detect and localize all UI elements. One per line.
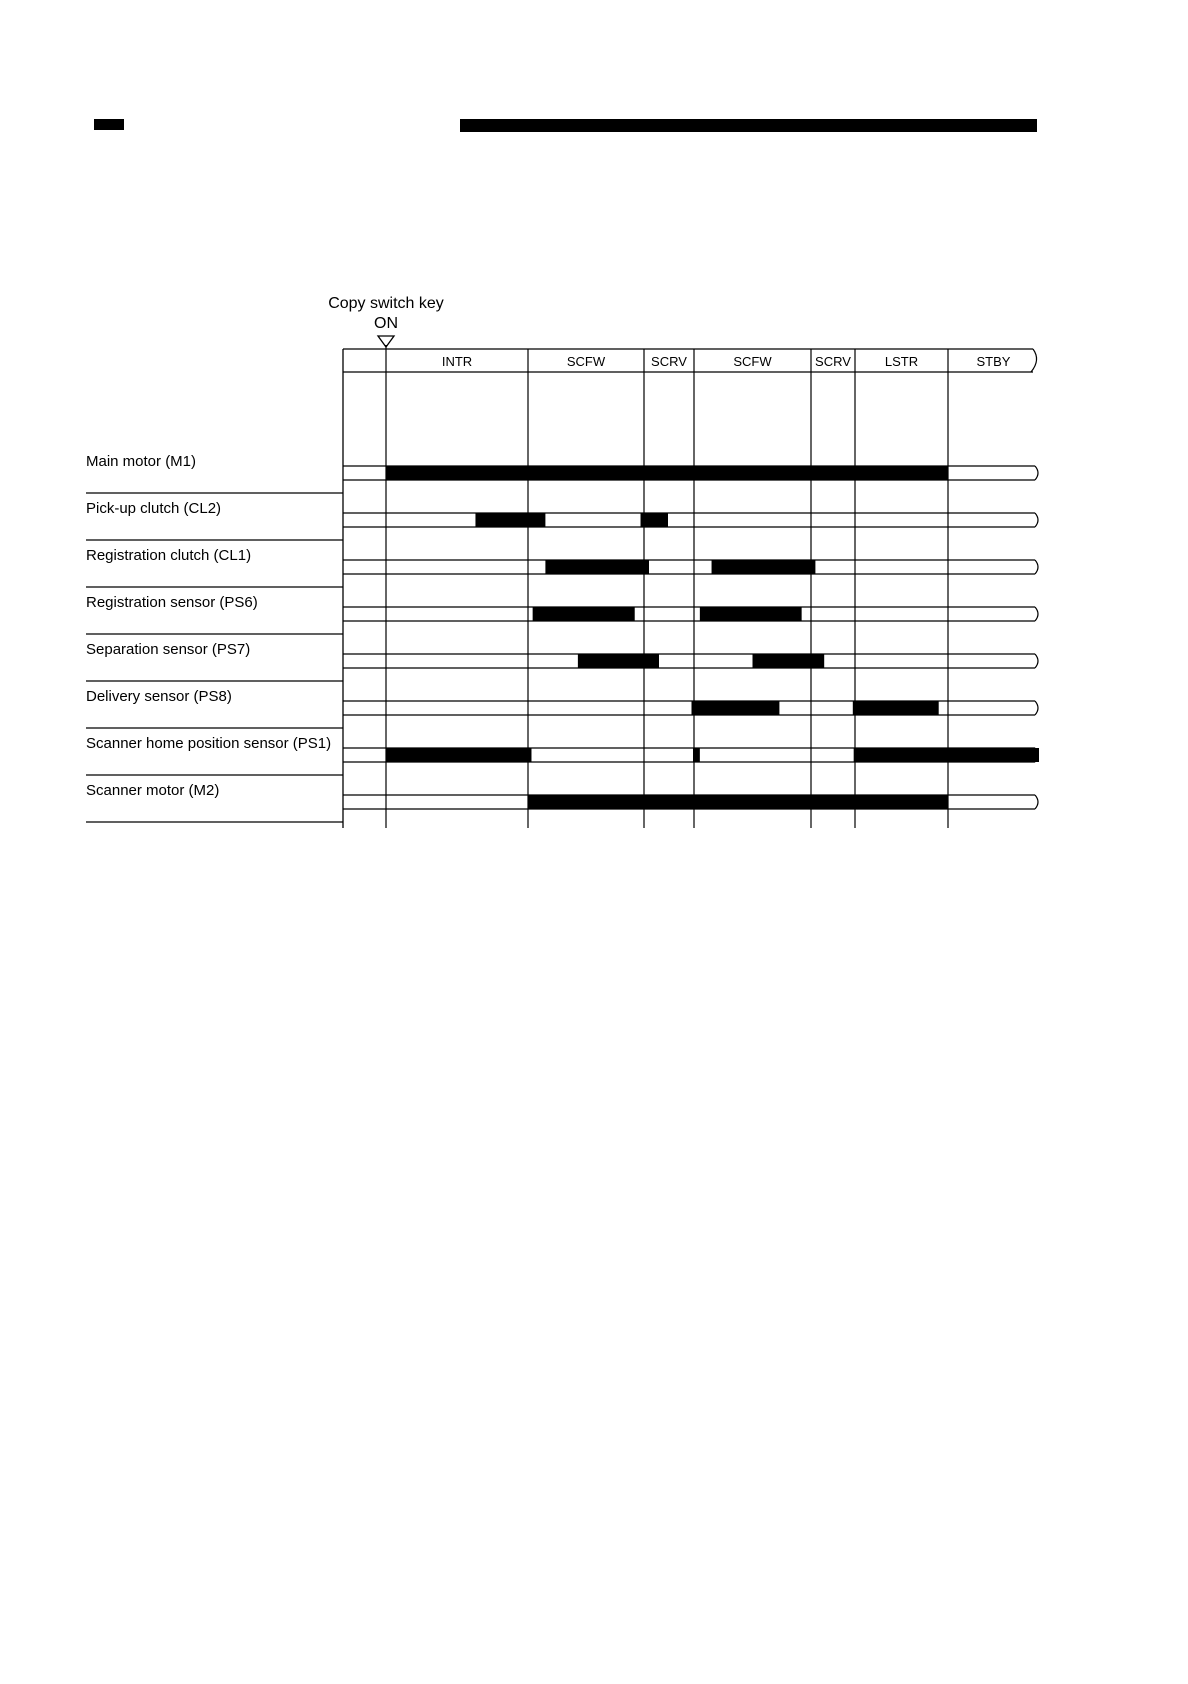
signal-row [86, 688, 1038, 728]
signal-rows [86, 453, 1039, 822]
signal-on-bar [475, 513, 545, 527]
break-mark-icon [1035, 513, 1038, 527]
trigger-state: ON [374, 315, 398, 332]
signal-on-bar [854, 748, 1039, 762]
signal-on-bar [386, 748, 531, 762]
phase-label: SCFW [566, 354, 606, 369]
phase-label: SCFW [733, 354, 772, 369]
phase-label: SCRV [651, 354, 687, 369]
trigger-title: Copy switch key [328, 295, 444, 312]
signal-row [86, 594, 1038, 634]
signal-row [86, 735, 1039, 775]
phase-labels [442, 354, 1011, 369]
signal-label: Main motor (M1) [86, 453, 197, 470]
signal-row [86, 782, 1038, 822]
signal-on-bar [578, 654, 659, 668]
signal-label: Separation sensor (PS7) [86, 641, 251, 658]
signal-on-bar [853, 701, 939, 715]
break-mark-icon [1035, 466, 1038, 480]
signal-on-bar [692, 701, 780, 715]
break-mark-icon [1035, 654, 1038, 668]
signal-on-bar [533, 607, 635, 621]
break-mark-icon [1035, 607, 1038, 621]
signal-on-bar [545, 560, 649, 574]
phase-label: LSTR [884, 354, 919, 369]
break-mark-icon [1035, 701, 1038, 715]
break-mark-icon [1035, 795, 1038, 809]
break-mark-icon [1031, 349, 1037, 372]
signal-row [86, 500, 1038, 540]
phase-label: STBY [976, 354, 1011, 369]
signal-label: Pick-up clutch (CL2) [86, 500, 222, 517]
phase-label: INTR [441, 354, 473, 369]
signal-row [86, 453, 1038, 493]
signal-on-bar [528, 795, 948, 809]
signal-label: Scanner home position sensor (PS1) [86, 735, 332, 752]
signal-on-bar [712, 560, 816, 574]
signal-on-bar [753, 654, 825, 668]
signal-row [86, 641, 1038, 681]
signal-on-bar [641, 513, 668, 527]
signal-row [86, 547, 1038, 587]
signal-label: Registration sensor (PS6) [86, 594, 258, 611]
signal-on-bar [693, 748, 700, 762]
signal-label: Scanner motor (M2) [86, 782, 220, 799]
signal-label: Registration clutch (CL1) [86, 547, 252, 564]
phase-label: SCRV [815, 354, 851, 369]
signal-on-bar [700, 607, 802, 621]
break-mark-icon [1035, 560, 1038, 574]
signal-on-bar [386, 466, 948, 480]
signal-label: Delivery sensor (PS8) [86, 688, 232, 705]
